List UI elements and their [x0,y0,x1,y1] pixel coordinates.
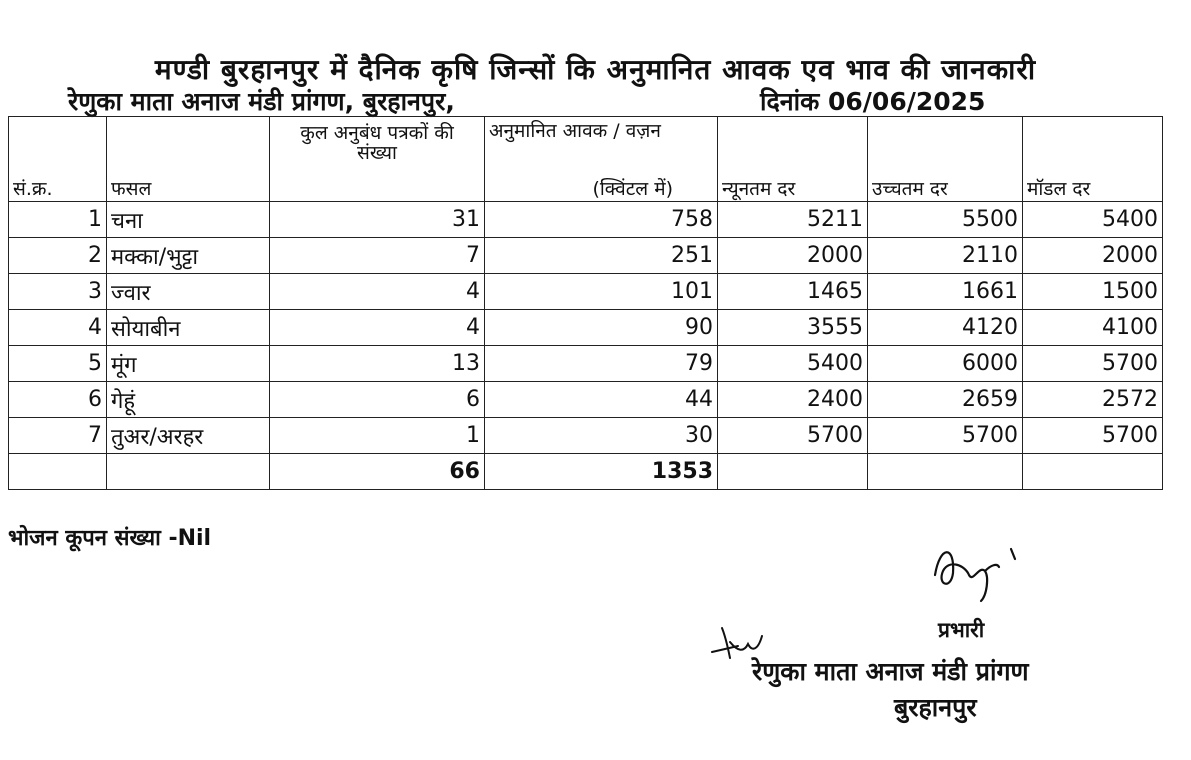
cell-arrival: 30 [485,418,718,454]
col-serial-header: सं.क्र. [9,117,107,202]
col-crop-header: फसल [107,117,270,202]
cell-max-rate: 1661 [868,274,1023,310]
report-title: मण्डी बुरहानपुर में दैनिक कृषि जिन्सों कि अनुमानित आवक एव भाव की जानकारी [154,53,1037,86]
report-date: दिनांक 06/06/2025 [760,87,986,116]
total-arrival: 1353 [485,454,718,490]
cell-crop: तुअर/अरहर [107,418,270,454]
col-modal-rate-header: मॉडल दर [1023,117,1163,202]
cell-arrival: 90 [485,310,718,346]
cell-contracts: 7 [270,238,485,274]
cell-serial: 5 [9,346,107,382]
table-body [9,202,1163,490]
cell-empty [9,454,107,490]
cell-contracts: 31 [270,202,485,238]
table-row [9,418,1163,454]
cell-serial: 1 [9,202,107,238]
cell-min-rate: 2400 [718,382,868,418]
table-row [9,310,1163,346]
cell-modal-rate: 5700 [1023,418,1163,454]
cell-arrival: 79 [485,346,718,382]
cell-max-rate: 5500 [868,202,1023,238]
table-row [9,382,1163,418]
table-row [9,274,1163,310]
cell-modal-rate: 5400 [1023,202,1163,238]
cell-crop: सोयाबीन [107,310,270,346]
col-arrival-header [485,117,718,202]
cell-crop: चना [107,202,270,238]
cell-modal-rate: 1500 [1023,274,1163,310]
cell-modal-rate: 2000 [1023,238,1163,274]
cell-contracts: 13 [270,346,485,382]
table-row [9,202,1163,238]
cell-empty [718,454,868,490]
cell-serial: 2 [9,238,107,274]
cell-min-rate: 5700 [718,418,868,454]
office-name: रेणुका माता अनाज मंडी प्रांगण [752,657,1029,686]
col-min-rate-header: न्यूनतम दर [718,117,868,202]
cell-serial: 6 [9,382,107,418]
cell-min-rate: 3555 [718,310,868,346]
cell-min-rate: 5400 [718,346,868,382]
cell-serial: 4 [9,310,107,346]
signature-mark [925,535,1035,605]
cell-arrival: 251 [485,238,718,274]
arrival-header-label: अनुमानित आवक / वज़न [489,120,661,142]
cell-crop: ज्वार [107,274,270,310]
cell-serial: 7 [9,418,107,454]
arrival-unit-label: (क्विंटल में) [592,178,673,200]
cell-crop: गेहूं [107,382,270,418]
cell-modal-rate: 2572 [1023,382,1163,418]
cell-crop: मूंग [107,346,270,382]
cell-empty [868,454,1023,490]
rates-table [8,116,1163,490]
cell-modal-rate: 4100 [1023,310,1163,346]
incharge-label: प्रभारी [938,618,985,642]
cell-min-rate: 1465 [718,274,868,310]
col-contracts-header [270,117,485,202]
table-row [9,238,1163,274]
market-name: रेणुका माता अनाज मंडी प्रांगण, बुरहानपुर, [68,87,455,116]
contracts-header-label: कुल अनुबंध पत्रकों की संख्या [300,122,454,164]
table-header-row [9,117,1163,202]
cell-max-rate: 5700 [868,418,1023,454]
cell-serial: 3 [9,274,107,310]
cell-arrival: 758 [485,202,718,238]
cell-empty [107,454,270,490]
cell-contracts: 6 [270,382,485,418]
table-row [9,346,1163,382]
col-max-rate-header: उच्चतम दर [868,117,1023,202]
food-coupon-count: भोजन कूपन संख्या -Nil [8,526,212,551]
cell-empty [1023,454,1163,490]
cell-contracts: 4 [270,310,485,346]
cell-max-rate: 4120 [868,310,1023,346]
cell-contracts: 4 [270,274,485,310]
total-contracts: 66 [270,454,485,490]
cell-modal-rate: 5700 [1023,346,1163,382]
cell-max-rate: 2659 [868,382,1023,418]
cell-crop: मक्का/भुट्टा [107,238,270,274]
office-city: बुरहानपुर [894,693,977,722]
cell-arrival: 101 [485,274,718,310]
cell-arrival: 44 [485,382,718,418]
cell-max-rate: 6000 [868,346,1023,382]
total-row [9,454,1163,490]
cell-contracts: 1 [270,418,485,454]
cell-max-rate: 2110 [868,238,1023,274]
cell-min-rate: 5211 [718,202,868,238]
cell-min-rate: 2000 [718,238,868,274]
